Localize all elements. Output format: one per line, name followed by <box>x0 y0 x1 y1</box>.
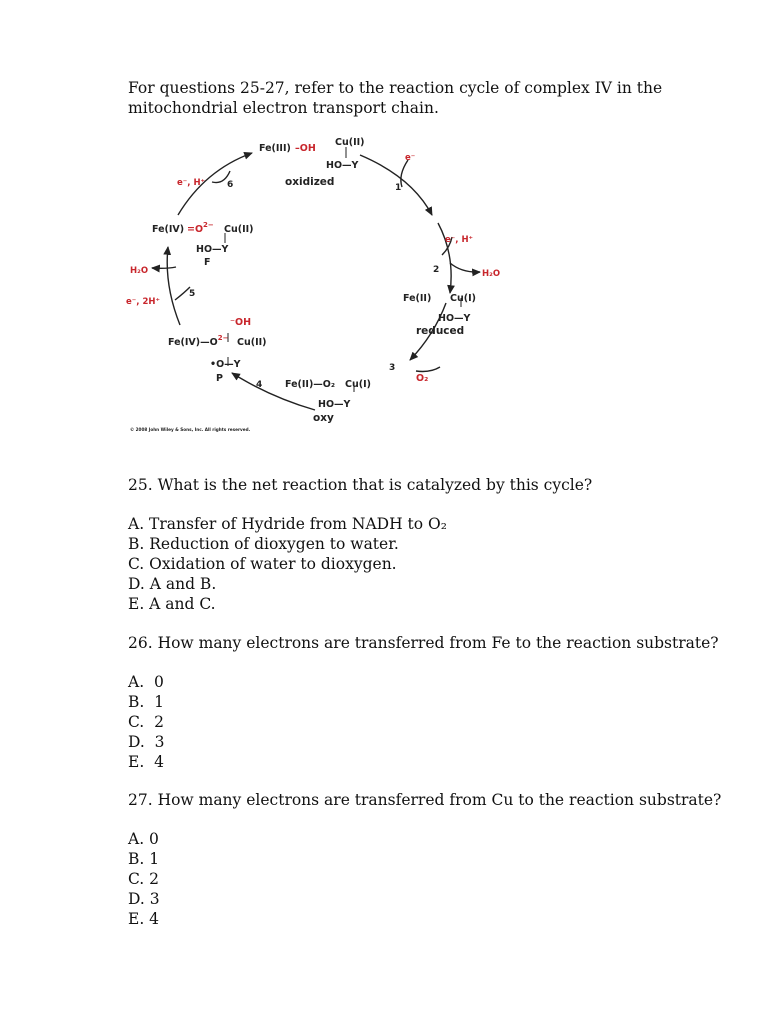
step-6: 6 <box>227 180 234 190</box>
oxy-cu: Cu(I) <box>345 379 371 390</box>
output-h2o-right: H₂O <box>482 269 500 279</box>
option-e: E. A and C. <box>128 595 216 613</box>
p-cu: Cu(II) <box>237 337 267 348</box>
step-5: 5 <box>189 289 196 299</box>
option-b: B. 1 <box>128 693 165 711</box>
step-4: 4 <box>256 380 263 390</box>
input-o2: O₂ <box>416 373 429 384</box>
oxidized-hoy: HO—Y <box>326 160 359 171</box>
question-26: 26. How many electrons are transferred from Fe to the reaction substrate? <box>128 634 719 652</box>
f-hoy: HO—Y <box>196 244 229 255</box>
question-27: 27. How many electrons are transferred from Cu to the reaction substrate? <box>128 791 722 809</box>
reduced-cu: Cu(I) <box>450 293 476 304</box>
option-d: D. 3 <box>128 733 165 751</box>
reduced-hoy: HO—Y <box>438 313 471 324</box>
arc-step-2 <box>438 223 451 293</box>
p-label: P <box>216 373 223 384</box>
step-3: 3 <box>389 363 396 373</box>
option-a: A. 0 <box>128 830 159 848</box>
option-a: A. 0 <box>128 673 164 691</box>
input-e-top: e⁻ <box>405 153 416 163</box>
question-25: 25. What is the net reaction that is catalyzed by this cycle? <box>128 476 593 494</box>
arrow-o2 <box>416 367 440 372</box>
complex-iv-reaction-cycle <box>120 135 500 445</box>
arc-step-5 <box>167 247 180 325</box>
oxidized-label: oxidized <box>285 176 335 188</box>
oxidized-cu: Cu(II) <box>335 137 365 148</box>
arrow-h2o-right <box>450 263 480 272</box>
intro-text: For questions 25-27, refer to the reaction cycle of complex IV in the mitochondrial electron transport chain. <box>128 79 663 117</box>
question-27-options <box>128 829 160 929</box>
option-b: B. Reduction of dioxygen to water. <box>128 535 399 553</box>
option-a: A. Transfer of Hydride from NADH to O₂ <box>128 515 447 533</box>
f-label: F <box>204 257 211 268</box>
oxy-fe: Fe(II)—O₂ <box>285 379 336 390</box>
p-fe: $Fe(IV)—O^{2-}$ <box>168 334 229 348</box>
question-26-options <box>128 672 165 772</box>
copyright-notice: © 2008 John Wiley & Sons, Inc. All rights reserved. <box>130 427 251 432</box>
reduced-label: reduced <box>416 325 465 337</box>
input-e2h-left: e⁻, 2H⁺ <box>126 297 160 307</box>
reduced-fe: Fe(II) <box>403 293 432 304</box>
arrow-h2o-left <box>152 267 176 268</box>
option-b: B. 1 <box>128 850 160 868</box>
option-c: C. 2 <box>128 870 160 888</box>
option-d: D. A and B. <box>128 575 217 593</box>
arrow-e2h-left <box>175 287 190 300</box>
option-c: C. 2 <box>128 713 164 731</box>
step-1: 1 <box>395 183 402 193</box>
input-eh-topleft: e⁻, H⁺ <box>177 178 206 188</box>
option-e: E. 4 <box>128 753 164 771</box>
oxy-hoy: HO—Y <box>318 399 351 410</box>
p-oh: ⁻OH <box>230 317 252 328</box>
oxidized-oh: –OH <box>295 143 316 154</box>
option-c: C. Oxidation of water to dioxygen. <box>128 555 397 573</box>
oxy-label: oxy <box>313 412 334 424</box>
p-oy: •O—Y <box>210 359 241 370</box>
f-cu: Cu(II) <box>224 224 254 235</box>
option-e: E. 4 <box>128 910 160 928</box>
question-25-options <box>128 514 447 614</box>
input-eh-right: e⁻, H⁺ <box>445 235 474 245</box>
f-o: $=O^{2-}$ <box>187 221 214 235</box>
step-2: 2 <box>433 265 440 275</box>
option-d: D. 3 <box>128 890 160 908</box>
oxidized-fe: Fe(III) <box>259 143 291 154</box>
output-h2o-left: H₂O <box>130 266 149 276</box>
f-fe: Fe(IV) <box>152 224 185 235</box>
